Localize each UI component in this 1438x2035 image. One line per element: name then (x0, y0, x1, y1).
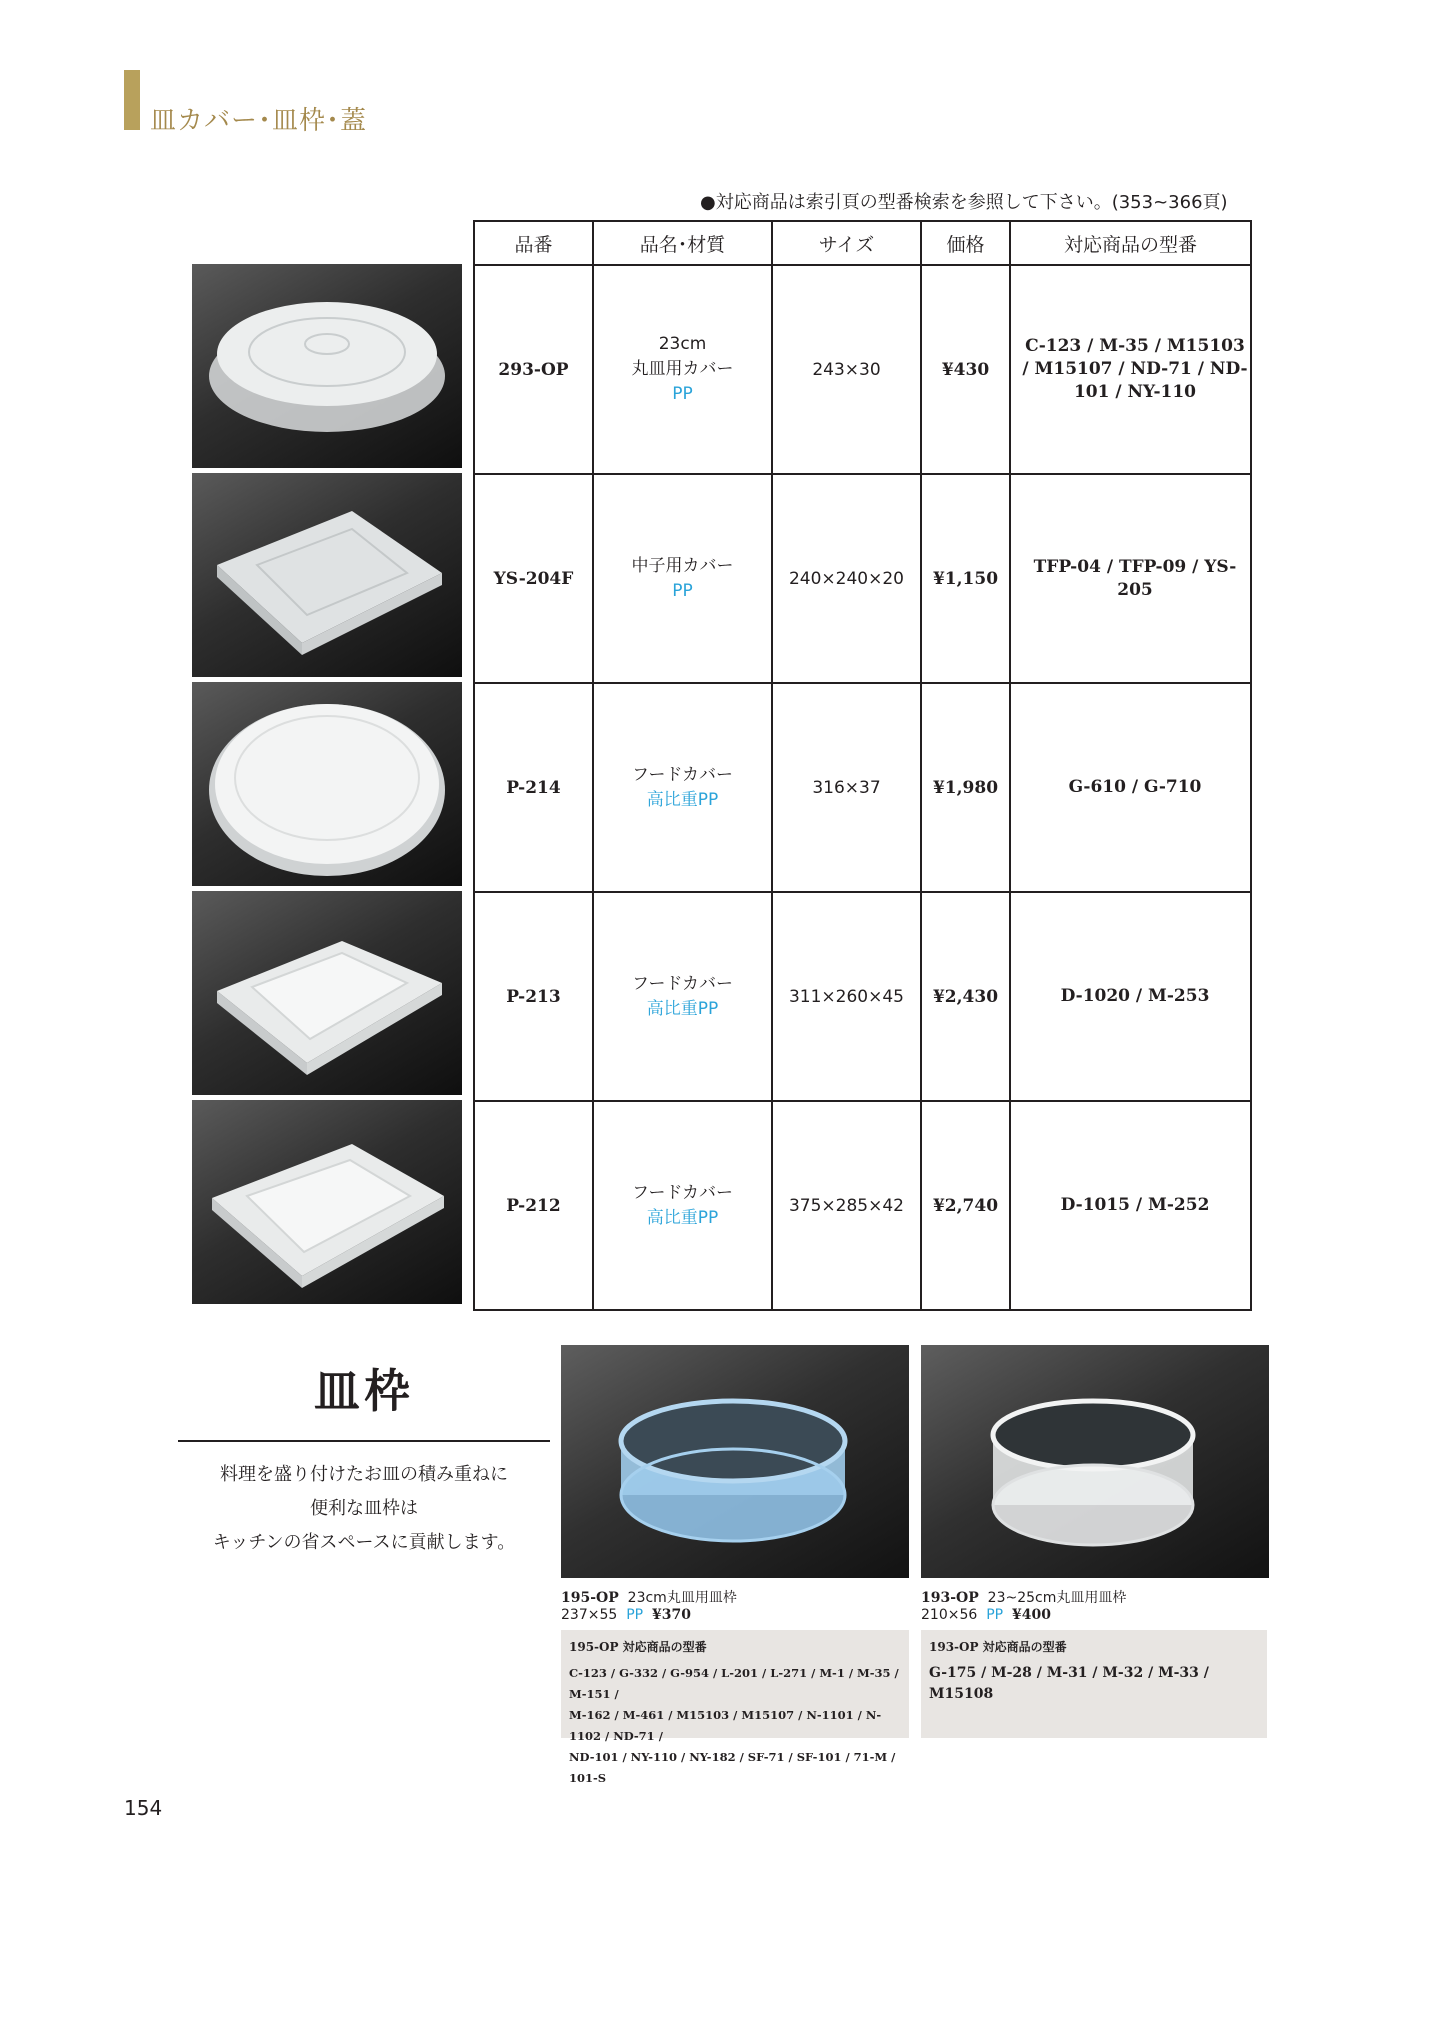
product-name: 23cm (658, 334, 707, 354)
product-size: 240×240×20 (772, 474, 921, 683)
page-number: 154 (124, 1796, 163, 1820)
product-name: フードカバー (632, 1182, 733, 1203)
header-price: 価格 (921, 221, 1010, 265)
product-size: 375×285×42 (772, 1101, 921, 1310)
product-code: 293-OP (474, 265, 593, 474)
product-table (473, 220, 1252, 1311)
caption-size: 210×56 (921, 1607, 978, 1623)
caption-price: ¥400 (1011, 1607, 1051, 1623)
section-title: 皿カバー･皿枠･蓋 (150, 106, 368, 136)
compat-list (569, 1663, 901, 1789)
header-compatible-models: 対応商品の型番 (1010, 221, 1251, 265)
product-photo-195-op (561, 1345, 909, 1578)
caption-name: 23~25cm丸皿用皿枠 (987, 1590, 1127, 1606)
caption-193-op (921, 1590, 1126, 1624)
compat-line: M-162 / M-461 / M15103 / M15107 / N-1101 / N-1102 / ND-71 / (569, 1708, 882, 1743)
product-material: PP (672, 580, 693, 601)
table-row (474, 1101, 1251, 1310)
product-code: YS-204F (474, 474, 593, 683)
product-size: 311×260×45 (772, 892, 921, 1101)
compat-list (929, 1663, 1259, 1705)
compat-line: ND-101 / NY-110 / NY-182 / SF-71 / SF-101 / 71-M / 101-S (569, 1750, 896, 1785)
product-price: ¥1,980 (921, 683, 1010, 892)
caption-code: 195-OP (561, 1590, 619, 1606)
product-photo-p-212 (192, 1100, 462, 1304)
heading-divider (178, 1440, 550, 1442)
plate-frame-heading: 皿枠 (314, 1364, 414, 1418)
caption-material: PP (986, 1607, 1004, 1623)
caption-price: ¥370 (651, 1607, 691, 1623)
compat-box-193-op (921, 1630, 1267, 1738)
product-code: P-214 (474, 683, 593, 892)
description-line: 便利な皿枠は (310, 1498, 418, 1519)
product-size: 243×30 (772, 265, 921, 474)
product-name-cell (593, 265, 772, 474)
table-row (474, 265, 1251, 474)
table-row (474, 474, 1251, 683)
table-header-row (474, 221, 1251, 265)
product-material: 高比重PP (646, 998, 719, 1019)
product-code: P-212 (474, 1101, 593, 1310)
product-name-cell (593, 474, 772, 683)
product-name: フードカバー (632, 764, 733, 785)
compat-title: 193-OP 対応商品の型番 (929, 1640, 1067, 1654)
product-photo-p-213 (192, 891, 462, 1095)
product-code: P-213 (474, 892, 593, 1101)
product-photo-193-op (921, 1345, 1269, 1578)
product-photo-column (192, 264, 462, 1309)
description-line: 料理を盛り付けたお皿の積み重ねに (220, 1464, 508, 1485)
table-row (474, 892, 1251, 1101)
header-name-material: 品名･材質 (593, 221, 772, 265)
product-name: 中子用カバー (631, 555, 734, 576)
table-row (474, 683, 1251, 892)
section-accent-bar (124, 70, 140, 130)
compat-box-195-op (561, 1630, 909, 1785)
product-name: 丸皿用カバー (631, 359, 734, 379)
product-price: ¥2,430 (921, 892, 1010, 1101)
product-photo-293-op (192, 264, 462, 468)
product-price: ¥1,150 (921, 474, 1010, 683)
reference-note: ●対応商品は索引頁の型番検索を参照して下さい。(353~366頁) (700, 192, 1228, 213)
compatible-models: TFP-04 / TFP-09 / YS-205 (1010, 474, 1251, 683)
product-name-cell (593, 683, 772, 892)
product-name-cell (593, 892, 772, 1101)
compatible-models: C-123 / M-35 / M15103 / M15107 / ND-71 / ND-101 / NY-110 (1010, 265, 1251, 474)
product-photo-p-214 (192, 682, 462, 886)
plate-frame-description (178, 1458, 550, 1560)
product-material: 高比重PP (646, 789, 719, 810)
compat-line: C-123 / G-332 / G-954 / L-201 / L-271 / M-1 / M-35 / M-151 / (569, 1666, 899, 1701)
caption-size: 237×55 (561, 1607, 618, 1623)
description-line: キッチンの省スペースに貢献します。 (212, 1532, 516, 1553)
product-material: 高比重PP (646, 1207, 719, 1228)
product-price: ¥430 (921, 265, 1010, 474)
product-material: PP (672, 384, 693, 404)
product-name-cell (593, 1101, 772, 1310)
caption-name: 23cm丸皿用皿枠 (627, 1590, 737, 1606)
header-code: 品番 (474, 221, 593, 265)
caption-code: 193-OP (921, 1590, 979, 1606)
product-price: ¥2,740 (921, 1101, 1010, 1310)
compat-line: G-175 / M-28 / M-31 / M-32 / M-33 / M15108 (929, 1665, 1209, 1702)
compatible-models: G-610 / G-710 (1010, 683, 1251, 892)
caption-195-op (561, 1590, 737, 1624)
compat-title: 195-OP 対応商品の型番 (569, 1640, 707, 1654)
caption-material: PP (626, 1607, 644, 1623)
compatible-models: D-1015 / M-252 (1010, 1101, 1251, 1310)
header-size: サイズ (772, 221, 921, 265)
product-name: フードカバー (632, 973, 733, 994)
product-size: 316×37 (772, 683, 921, 892)
product-photo-ys-204f (192, 473, 462, 677)
compatible-models: D-1020 / M-253 (1010, 892, 1251, 1101)
